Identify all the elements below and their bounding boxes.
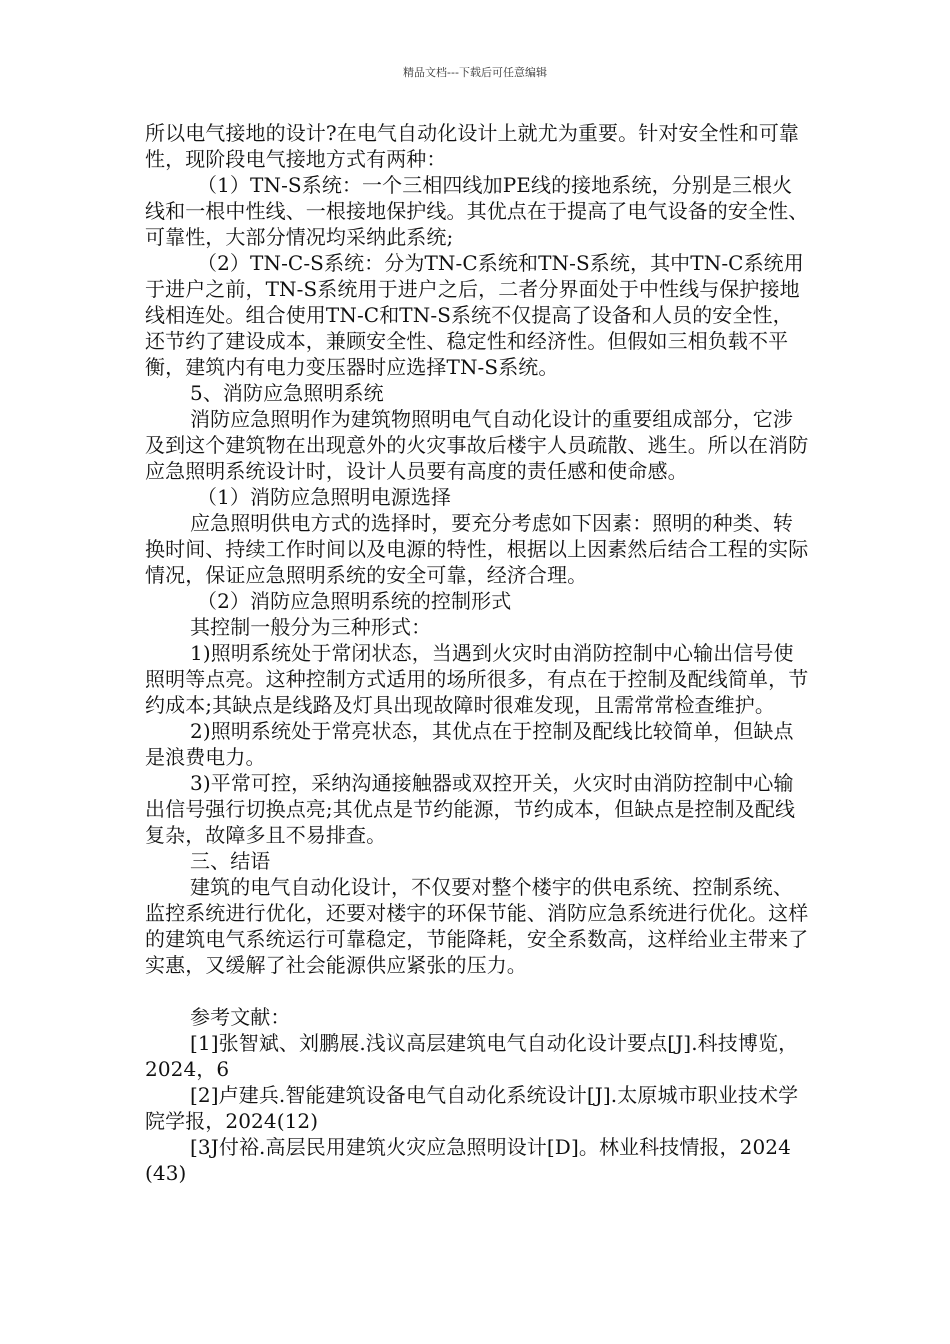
- paragraph-conclusion: 建筑的电气自动化设计，不仅要对整个楼宇的供电系统、控制系统、监控系统进行优化，还要对楼宇的环保节能、消防应急系统进行优化。这样的建筑电气系统运行可靠稳定，节能降耗，安全系数高，这样给业主带来了实惠，又缓解了社会能源供应紧张的压力。: [145, 875, 809, 977]
- subheading-power-source: （1）消防应急照明电源选择: [197, 485, 452, 509]
- paragraph-control-form-2: 2)照明系统处于常亮状态，其优点在于控制及配线比较简单，但缺点是浪费电力。: [145, 719, 794, 769]
- heading-emergency-lighting: 5、消防应急照明系统: [190, 381, 384, 405]
- paragraph-control-form-3: 3)平常可控，采纳沟通接触器或双控开关，火灾时由消防控制中心输出信号强行切换点亮;其优点是节约能源，节约成本，但缺点是控制及配线复杂，故障多且不易排查。: [145, 771, 796, 847]
- reference-2: [2]卢建兵.智能建筑设备电气自动化系统设计[J].太原城市职业技术学院学报，2024(12): [145, 1083, 799, 1133]
- paragraph-power-source: 应急照明供电方式的选择时，要充分考虑如下因素：照明的种类、转换时间、持续工作时间以及电源的特性，根据以上因素然后结合工程的实际情况，保证应急照明系统的安全可靠，经济合理。: [145, 511, 809, 587]
- paragraph-tn-c-s-system: （2）TN-C-S系统：分为TN-C系统和TN-S系统，其中TN-C系统用于进户之前，TN-S系统用于进户之后，二者分界面处于中性线与保护接地线相连处。组合使用TN-C和TN-S系统不仅提高了设备和人员的安全性，还节约了建设成本，兼顾安全性、稳定性和经济性。但假如三相负载不平衡，建筑内有电力变压器时应选择TN-S系统。: [145, 251, 804, 379]
- blank-line: [145, 978, 810, 1004]
- paragraph-control-form-1: 1)照明系统处于常闭状态，当遇到火灾时由消防控制中心输出信号使照明等点亮。这种控制方式适用的场所很多，有点在于控制及配线简单，节约成本;其缺点是线路及灯具出现故障时很难发现，且需常常检查维护。: [145, 641, 809, 717]
- reference-1: [1]张智斌、刘鹏展.浅议高层建筑电气自动化设计要点[J].科技博览，2024，6: [145, 1031, 799, 1081]
- subheading-control-form: （2）消防应急照明系统的控制形式: [197, 589, 512, 613]
- document-body: [145, 120, 810, 1186]
- paragraph-grounding-intro: 所以电气接地的设计?在电气自动化设计上就尤为重要。针对安全性和可靠性，现阶段电气接地方式有两种：: [145, 121, 800, 171]
- paragraph-tn-s-system: （1）TN-S系统：一个三相四线加PE线的接地系统，分别是三根火线和一根中性线、一根接地保护线。其优点在于提高了电气设备的安全性、可靠性，大部分情况均采纳此系统;: [145, 173, 809, 249]
- paragraph-emergency-lighting-intro: 消防应急照明作为建筑物照明电气自动化设计的重要组成部分，它涉及到这个建筑物在出现意外的火灾事故后楼宇人员疏散、逃生。所以在消防应急照明系统设计时，设计人员要有高度的责任感和使命感。: [145, 407, 809, 483]
- heading-references: 参考文献：: [190, 1005, 291, 1029]
- heading-conclusion: 三、结语: [190, 849, 271, 873]
- page-header: 精品文档---下载后可任意编辑: [403, 66, 547, 79]
- paragraph-control-forms: 其控制一般分为三种形式：: [190, 615, 432, 639]
- reference-3: [3J付裕.高层民用建筑火灾应急照明设计[D]。林业科技情报，2024(43): [145, 1135, 791, 1185]
